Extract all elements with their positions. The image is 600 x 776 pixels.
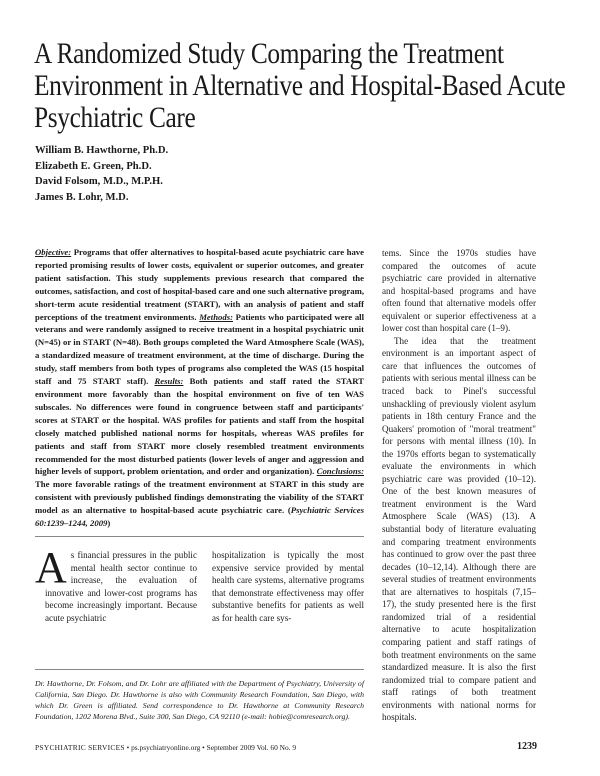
body-col2-text: hospitalization is typically the most expensive service provided by mental health care systems, alternative programs that demonstrate effectiveness may offer substantive benefits for patients as well as for health care sys- xyxy=(212,550,364,623)
author-3: David Folsom, M.D., M.P.H. xyxy=(35,176,163,187)
page-number: 1239 xyxy=(517,741,537,752)
drop-cap: A xyxy=(35,543,67,592)
abstract-divider xyxy=(35,536,364,537)
footer-journal-name: PSYCHIATRIC SERVICES xyxy=(35,743,125,752)
body-col3-paragraph-1: tems. Since the 1970s studies have compared the outcomes of acute psychiatric care provided in alternative and hospital-based programs and have often found that alternative models offer equivalent or superior effectiveness at a lower cost than hospital care (1–9). xyxy=(382,248,536,334)
body-column-2 xyxy=(212,549,364,624)
results-text: Both patients and staff rated the START environment more favorably than the hospital environment on five of ten WAS subscales. No differences were found in congruence between staff and participants' scores at START or the hospital. WAS profiles for patients and staff from the hospital closely matched published national norms for hospitals, whereas WAS profiles for patients and staff from START more closely resembled treatment environments recommended for the most disturbed patients (lower levels of anger and aggression and higher levels of support, problem orientation, and order and organization). xyxy=(35,376,364,477)
page-footer xyxy=(35,743,537,753)
abstract-citation: Psychiatric Services 60:1239–1244, 2009 xyxy=(35,505,364,529)
conclusions-text: The more favorable ratings of the treatment environment at START in this study are consistent with previously published findings demonstrating the viability of the START model as an alternative to hospital-based acute psychiatric care. ( xyxy=(35,479,364,516)
results-label: Results: xyxy=(154,376,184,387)
abstract xyxy=(35,246,364,530)
objective-label: Objective: xyxy=(35,247,72,257)
author-affiliation-footnote: Dr. Hawthorne, Dr. Folsom, and Dr. Lohr are affiliated with the Department of Psychiatry, University of California, San Diego. Dr. Hawthorne is also with Community Research Foundation, San Diego, with which Dr. Green is affiliated. Send correspondence to Dr. Hawthorne at Community Research Foundation, 1202 Morena Blvd., Suite 300, San Diego, CA 92110 (e-mail: hobie@comresearch.org). xyxy=(35,679,364,721)
body-column-3 xyxy=(382,247,536,724)
conclusions-label: Conclusions: xyxy=(316,466,364,477)
footer-details: • ps.psychiatryonline.org • September 2009 Vol. 60 No. 9 xyxy=(124,743,297,752)
methods-label: Methods: xyxy=(199,311,233,322)
footnote-divider xyxy=(35,669,364,670)
body-column-1 xyxy=(35,543,197,624)
author-1: William B. Hawthorne, Ph.D. xyxy=(35,145,169,156)
article-title: A Randomized Study Comparing the Treatment Environment in Alternative and Hospital-Based Acute Psychiatric Care xyxy=(34,38,566,134)
body-col3-paragraph-2: The idea that the treatment environment is an important aspect of care that influences the outcomes of patients with serious mental illness can be traced back to Pinel's successful unshackling of previously violent asylum patients in 18th century France and the Quakers' promotion of "moral treatment" for persons with mental illness (10). In the 1970s efforts began to systematically evaluate the environments in which psychiatric care was provided (10–12). One of the best known measures of treatment environment is the Ward Atmosphere Scale (WAS) (13). A substantial body of literature evaluating and comparing treatment environments has continued to grow over the past three decades (10–12,14). Although there are several studies of treatment environments that are alternatives to hospitals (7,15–17), the study presented here is the first randomized trial of a residential alternative to acute hospitalization comparing patient and staff ratings of both treatment environments on the same standardized measure. It is also the first randomized trial to compare patient and staff ratings of both treatment environments with national norms for hospitals. xyxy=(382,335,536,723)
author-2: Elizabeth E. Green, Ph.D. xyxy=(35,160,152,172)
citation-close: ) xyxy=(107,518,111,529)
methods-text: Patients who participated were all veterans and were randomly assigned to receive treatment in a hospital psychiatric unit (N=45) or in START (N=48). Both groups completed the Ward Atmosphere Scale (WAS), a standardized measure of treatment environment, at the time of discharge. During the study, staff members from both types of programs also completed the WAS (15 hospital staff and 75 START staff). xyxy=(35,311,364,387)
author-list xyxy=(35,143,168,205)
author-4: James B. Lohr, M.D. xyxy=(35,191,129,203)
body-col1-text: s financial pressures in the public mental health sector continue to increase, the evaluation of innovative and lower-cost programs has become increasingly important. Because acute psychiatric xyxy=(45,550,197,623)
objective-text: Programs that offer alternatives to hospital-based acute psychiatric care have reported promising results of lower costs, equivalent or superior outcomes, and greater patient satisfaction. This study supplements previous research that compared the outcomes, satisfaction, and cost of hospital-based care and one such alternative program, short-term acute residential treatment (START), with an analysis of patient and staff perceptions of the treatment environments. xyxy=(35,247,364,322)
